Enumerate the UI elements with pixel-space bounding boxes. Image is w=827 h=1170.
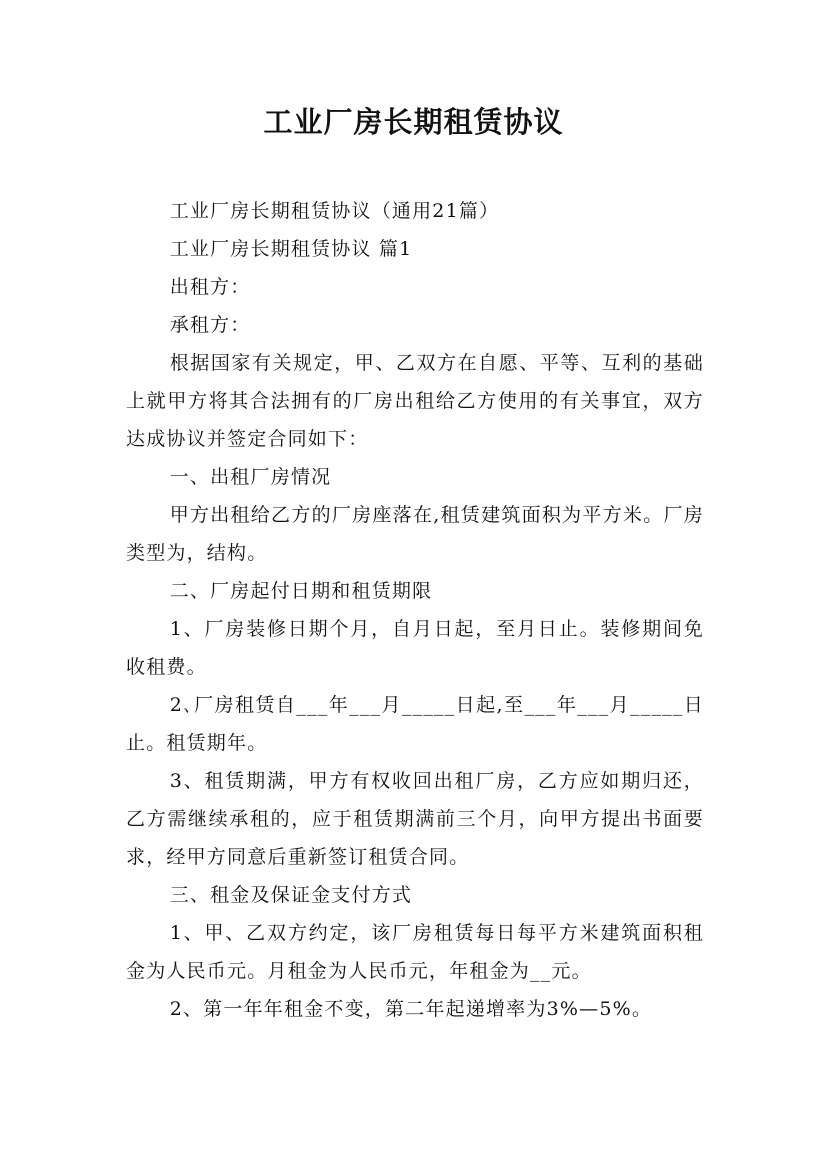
document-title: 工业厂房长期租赁协议 [263,105,564,139]
paragraph-heading-3: 三、租金及保证金支付方式 [169,884,413,906]
paragraph-clause-2-2: 2､厂房租赁自___年___月_____日起,至___年___月_____日止。租赁期年。 [126,694,704,754]
paragraph-clause-3-2: 2、第一年年租金不变，第二年起递增率为3%—5%。 [169,998,653,1020]
paragraph-clause-2-1: 1、厂房装修日期个月，自月日起，至月日止。装修期间免收租费。 [126,618,704,678]
paragraph-heading-1: 一、出租厂房情况 [169,466,332,488]
paragraph-lessee: 承租方： [169,314,251,336]
paragraph-lessor: 出租方： [169,276,251,298]
document-body [126,192,704,1028]
paragraph-clause-2-3: 3、租赁期满，甲方有权收回出租厂房，乙方应如期归还，乙方需继续承租的，应于租赁期满前三个月，向甲方提出书面要求，经甲方同意后重新签订租赁合同。 [126,770,704,868]
paragraph-clause-3-1: 1、甲、乙双方约定，该厂房租赁每日每平方米建筑面积租金为人民币元。月租金为人民币元，年租金为__元。 [126,922,704,982]
paragraph-factory-info: 甲方出租给乙方的厂房座落在,租赁建筑面积为平方米。厂房类型为，结构。 [126,504,704,564]
paragraph-subtitle: 工业厂房长期租赁协议（通用21篇） [169,200,500,222]
paragraph-preamble: 根据国家有关规定，甲、乙双方在自愿、平等、互利的基础上就甲方将其合法拥有的厂房出租给乙方使用的有关事宜，双方达成协议并签定合同如下： [126,352,704,450]
paragraph-section-heading: 工业厂房长期租赁协议 篇1 [169,238,413,260]
paragraph-heading-2: 二、厂房起付日期和租赁期限 [169,580,433,602]
